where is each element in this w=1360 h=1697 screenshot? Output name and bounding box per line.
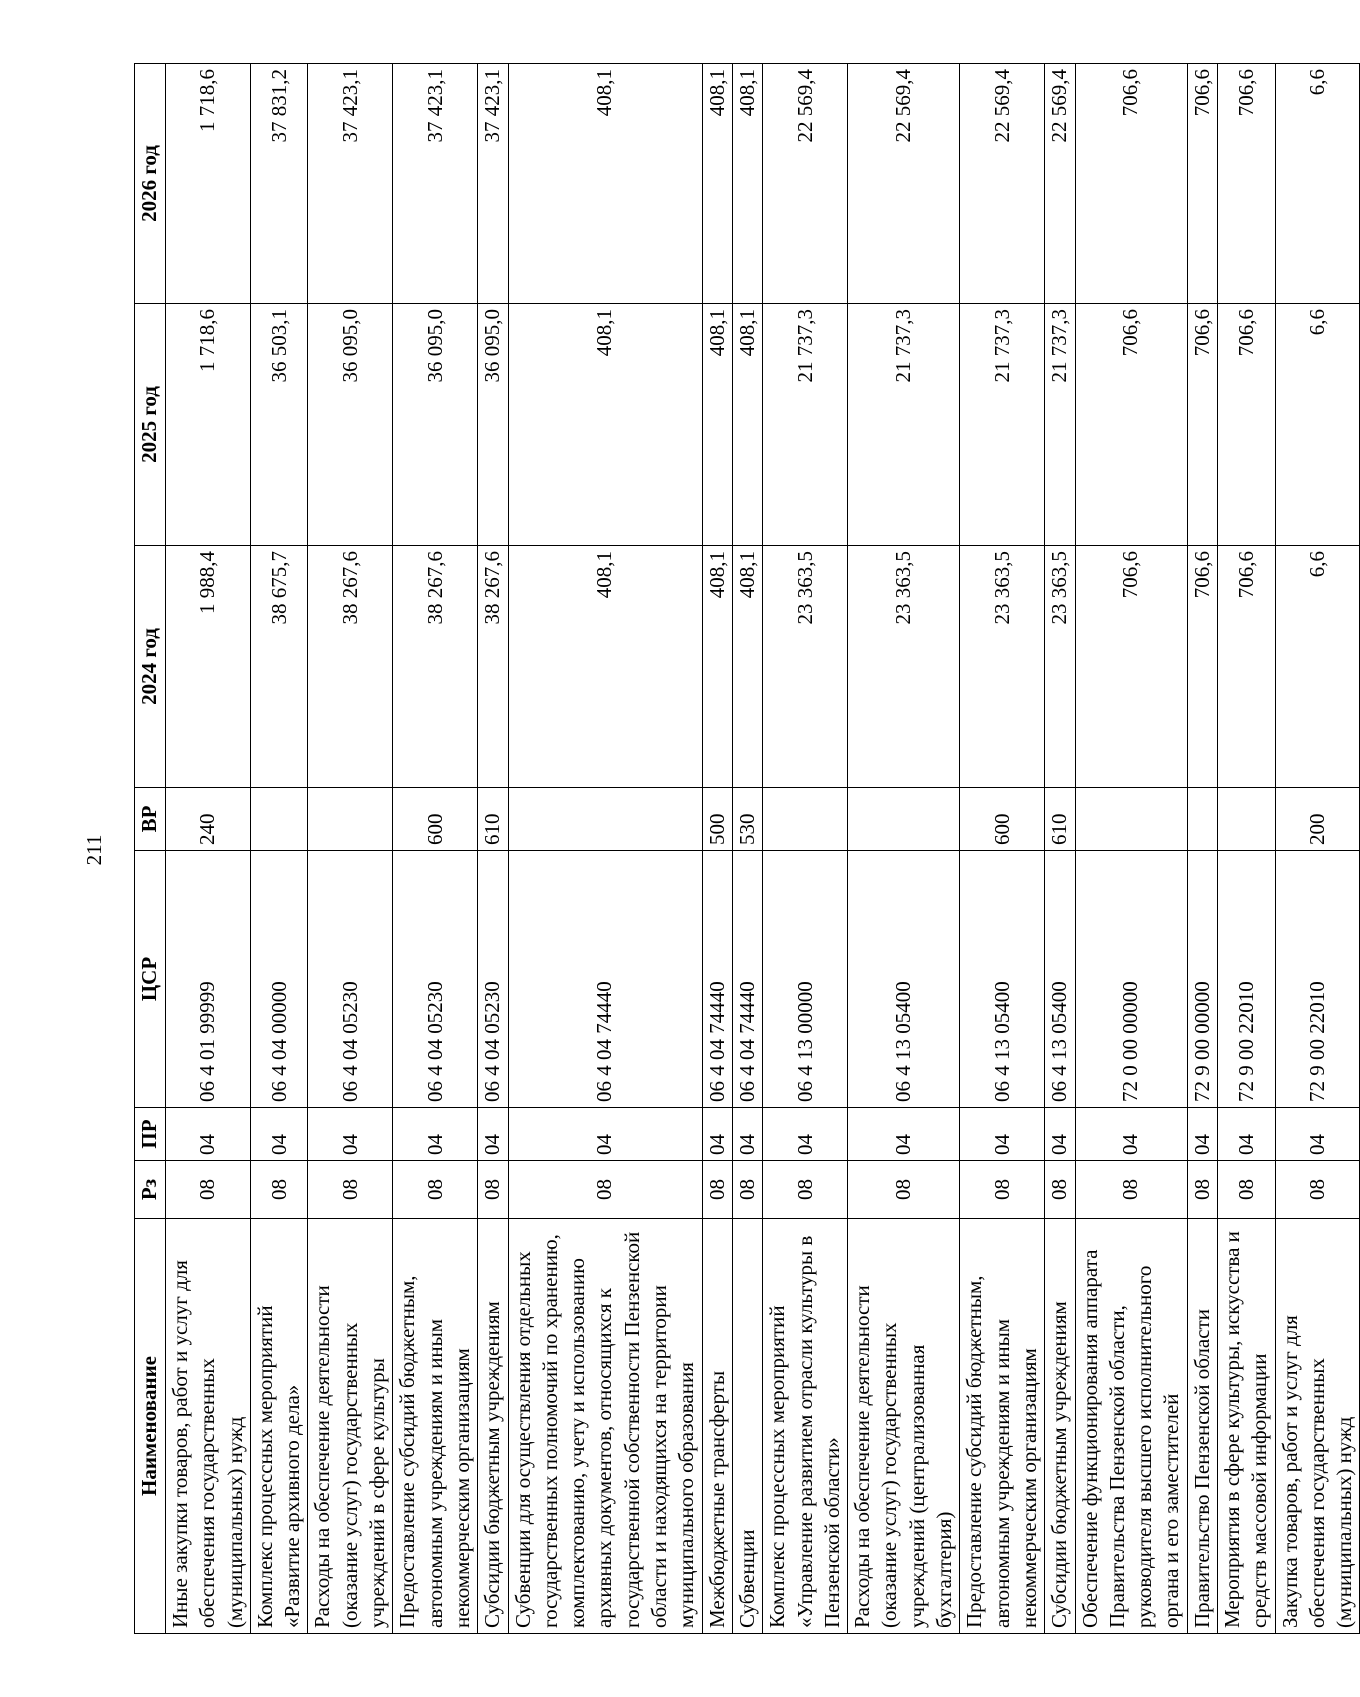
cell-2026: 37 423,1 [393,64,478,304]
cell-rz: 08 [1217,1161,1275,1219]
header-name: Наименование [135,1219,166,1634]
cell-name: Расходы на обеспечение деятельности (оказание услуг) государственных учреждений в сфере культуры [308,1219,393,1634]
cell-2026: 706,6 [1187,64,1217,304]
cell-pr: 04 [763,1108,848,1161]
cell-2025: 6,6 [1275,304,1360,546]
cell-csr: 06 4 04 74440 [702,851,732,1108]
cell-2026: 37 423,1 [308,64,393,304]
header-2024: 2024 год [135,546,166,788]
cell-rz: 08 [1187,1161,1217,1219]
cell-pr: 04 [508,1108,702,1161]
table-row [732,64,762,1634]
cell-pr: 04 [702,1108,732,1161]
cell-rz: 08 [166,1161,251,1219]
table-header-row [135,64,166,1634]
table-row [478,64,508,1634]
cell-2026: 22 569,4 [960,64,1045,304]
cell-2024: 38 675,7 [250,546,308,788]
table-row [763,64,848,1634]
cell-rz: 08 [1075,1161,1187,1219]
cell-2024: 706,6 [1217,546,1275,788]
cell-2024: 23 363,5 [763,546,848,788]
cell-csr: 72 0 00 00000 [1075,851,1187,1108]
cell-2024: 408,1 [732,546,762,788]
cell-rz: 08 [702,1161,732,1219]
header-vr: ВР [135,788,166,851]
cell-name: Обеспечение функционирования аппарата Правительства Пензенской области, руководителя высшего исполнительного органа и его заместителей [1075,1219,1187,1634]
cell-2024: 1 988,4 [166,546,251,788]
cell-2026: 706,6 [1217,64,1275,304]
cell-rz: 08 [960,1161,1045,1219]
cell-name: Субвенции [732,1219,762,1634]
cell-2026: 22 569,4 [763,64,848,304]
cell-pr: 04 [1217,1108,1275,1161]
cell-vr [1217,788,1275,851]
table-row [960,64,1045,1634]
cell-2025: 706,6 [1187,304,1217,546]
cell-2025: 408,1 [508,304,702,546]
cell-rz: 08 [308,1161,393,1219]
rotated-page [134,64,1357,1634]
cell-2024: 38 267,6 [478,546,508,788]
cell-name: Расходы на обеспечение деятельности (оказание услуг) государственных учреждений (централизованная бухгалтерия) [848,1219,960,1634]
cell-2025: 36 095,0 [478,304,508,546]
cell-name: Межбюджетные трансферты [702,1219,732,1634]
cell-2024: 706,6 [1075,546,1187,788]
cell-2026: 408,1 [732,64,762,304]
cell-name: Комплекс процессных мероприятий «Управление развитием отрасли культуры в Пензенской области» [763,1219,848,1634]
cell-pr: 04 [478,1108,508,1161]
cell-2026: 22 569,4 [848,64,960,304]
cell-name: Предоставление субсидий бюджетным, автономным учреждениям и иным некоммерческим организациям [960,1219,1045,1634]
cell-name: Закупка товаров, работ и услуг для обеспечения государственных (муниципальных) нужд [1275,1219,1360,1634]
cell-csr: 06 4 04 74440 [508,851,702,1108]
cell-2024: 706,6 [1187,546,1217,788]
cell-vr [250,788,308,851]
table-row [1275,64,1360,1634]
cell-2025: 706,6 [1075,304,1187,546]
cell-name: Иные закупки товаров, работ и услуг для обеспечения государственных (муниципальных) нужд [166,1219,251,1634]
cell-name: Правительство Пензенской области [1187,1219,1217,1634]
cell-pr: 04 [732,1108,762,1161]
cell-vr: 200 [1275,788,1360,851]
cell-vr [848,788,960,851]
cell-vr: 500 [702,788,732,851]
cell-2025: 21 737,3 [960,304,1045,546]
cell-pr: 04 [250,1108,308,1161]
cell-csr: 06 4 13 05400 [1045,851,1075,1108]
cell-2025: 408,1 [702,304,732,546]
cell-pr: 04 [1045,1108,1075,1161]
cell-pr: 04 [1075,1108,1187,1161]
cell-pr: 04 [166,1108,251,1161]
cell-vr [508,788,702,851]
cell-csr: 72 9 00 00000 [1187,851,1217,1108]
cell-2025: 21 737,3 [763,304,848,546]
cell-csr: 06 4 04 05230 [308,851,393,1108]
cell-rz: 08 [508,1161,702,1219]
cell-vr: 530 [732,788,762,851]
cell-pr: 04 [960,1108,1045,1161]
cell-2026: 37 831,2 [250,64,308,304]
cell-rz: 08 [848,1161,960,1219]
cell-csr: 06 4 04 00000 [250,851,308,1108]
cell-rz: 08 [393,1161,478,1219]
cell-vr: 240 [166,788,251,851]
cell-pr: 04 [1275,1108,1360,1161]
cell-vr [308,788,393,851]
table-row [1075,64,1187,1634]
cell-2024: 23 363,5 [960,546,1045,788]
table-row [508,64,702,1634]
cell-pr: 04 [848,1108,960,1161]
cell-vr [1187,788,1217,851]
cell-pr: 04 [308,1108,393,1161]
cell-vr: 600 [960,788,1045,851]
page-number: 211 [82,834,106,866]
cell-vr [763,788,848,851]
table-row [308,64,393,1634]
header-2025: 2025 год [135,304,166,546]
cell-rz: 08 [1045,1161,1075,1219]
table-row [1187,64,1217,1634]
cell-csr: 06 4 04 74440 [732,851,762,1108]
cell-vr: 600 [393,788,478,851]
cell-2025: 1 718,6 [166,304,251,546]
cell-csr: 06 4 04 05230 [393,851,478,1108]
cell-csr: 06 4 13 05400 [960,851,1045,1108]
cell-pr: 04 [1187,1108,1217,1161]
cell-2025: 408,1 [732,304,762,546]
cell-pr: 04 [393,1108,478,1161]
cell-2026: 1 718,6 [166,64,251,304]
table-row [702,64,732,1634]
cell-csr: 06 4 13 05400 [848,851,960,1108]
cell-2024: 408,1 [508,546,702,788]
cell-rz: 08 [763,1161,848,1219]
cell-2025: 706,6 [1217,304,1275,546]
cell-2026: 22 569,4 [1045,64,1075,304]
table-row [166,64,251,1634]
cell-2024: 408,1 [702,546,732,788]
table-row [848,64,960,1634]
cell-vr [1075,788,1187,851]
table-row [250,64,308,1634]
cell-rz: 08 [732,1161,762,1219]
cell-name: Субвенции для осуществления отдельных государственных полномочий по хранению, комплектованию, учету и использованию архивных документов, относящихся к государственной собственности Пензенской области и находящихся на территории муниципального образования [508,1219,702,1634]
cell-csr: 72 9 00 22010 [1217,851,1275,1108]
cell-2024: 6,6 [1275,546,1360,788]
cell-2026: 408,1 [508,64,702,304]
cell-2025: 36 503,1 [250,304,308,546]
header-pr: ПР [135,1108,166,1161]
cell-2025: 36 095,0 [308,304,393,546]
cell-name: Комплекс процессных мероприятий «Развитие архивного дела» [250,1219,308,1634]
header-2026: 2026 год [135,64,166,304]
cell-2026: 706,6 [1075,64,1187,304]
table-row [1045,64,1075,1634]
cell-name: Субсидии бюджетным учреждениям [1045,1219,1075,1634]
cell-vr: 610 [478,788,508,851]
header-rz: Рз [135,1161,166,1219]
cell-rz: 08 [250,1161,308,1219]
cell-csr: 72 9 00 22010 [1275,851,1360,1108]
cell-2025: 36 095,0 [393,304,478,546]
budget-table [134,63,1360,1634]
cell-2026: 408,1 [702,64,732,304]
cell-2024: 38 267,6 [308,546,393,788]
table-row [393,64,478,1634]
cell-2024: 23 363,5 [1045,546,1075,788]
cell-vr: 610 [1045,788,1075,851]
cell-2024: 38 267,6 [393,546,478,788]
cell-csr: 06 4 04 05230 [478,851,508,1108]
header-csr: ЦСР [135,851,166,1108]
cell-rz: 08 [478,1161,508,1219]
cell-rz: 08 [1275,1161,1360,1219]
cell-name: Предоставление субсидий бюджетным, автономным учреждениям и иным некоммерческим организациям [393,1219,478,1634]
cell-name: Субсидии бюджетным учреждениям [478,1219,508,1634]
cell-csr: 06 4 13 00000 [763,851,848,1108]
cell-2025: 21 737,3 [848,304,960,546]
cell-name: Мероприятия в сфере культуры, искусства и средств массовой информации [1217,1219,1275,1634]
cell-2024: 23 363,5 [848,546,960,788]
cell-2026: 6,6 [1275,64,1360,304]
table-row [1217,64,1275,1634]
cell-csr: 06 4 01 99999 [166,851,251,1108]
cell-2025: 21 737,3 [1045,304,1075,546]
cell-2026: 37 423,1 [478,64,508,304]
